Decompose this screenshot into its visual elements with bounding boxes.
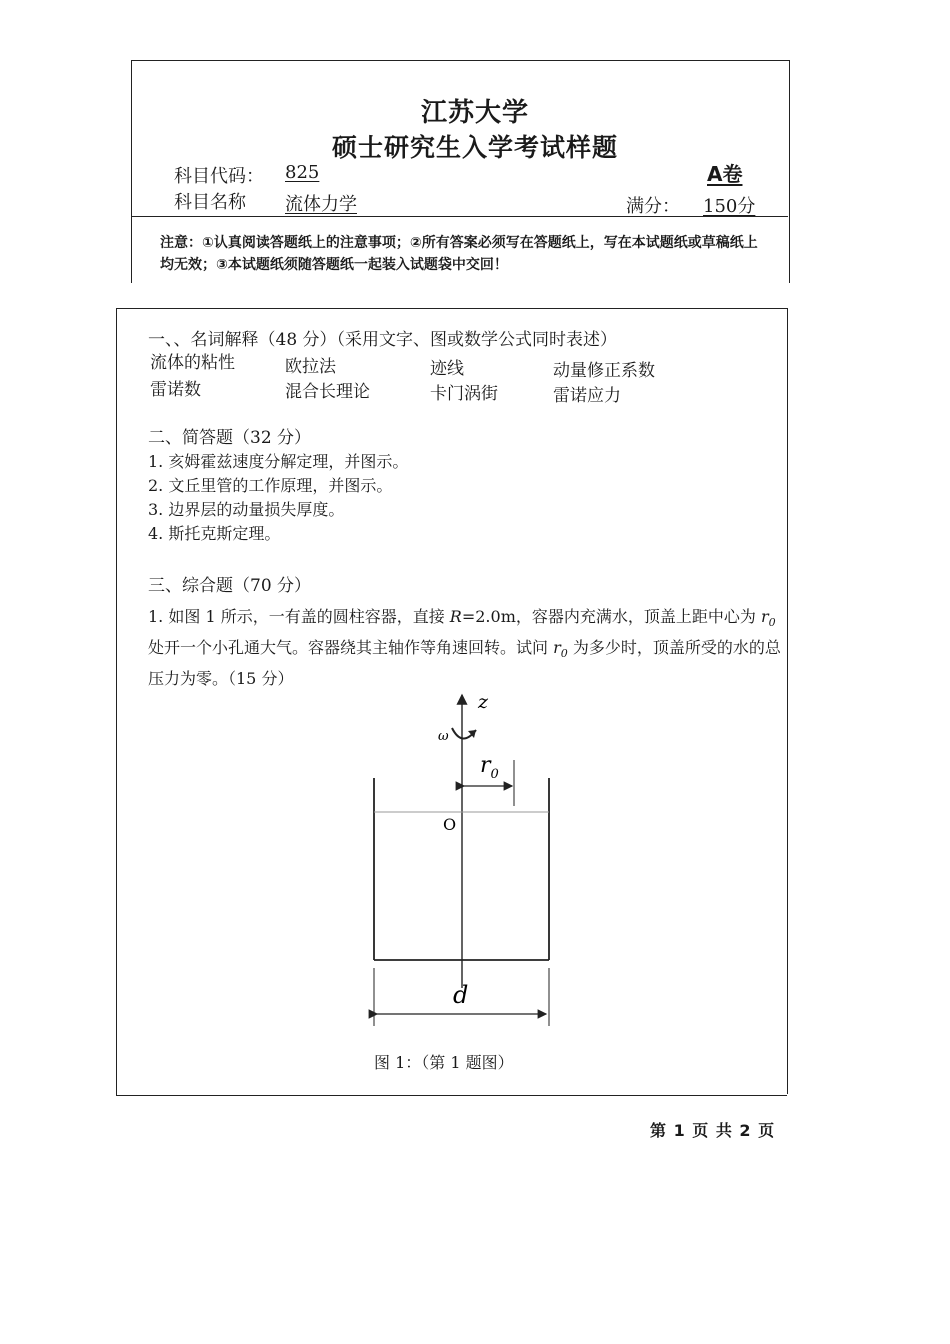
problem-1-R-symbol: R	[449, 607, 462, 626]
term-reynolds-stress: 雷诺应力	[553, 386, 621, 406]
omega-label: ω	[438, 729, 449, 744]
short-question-4: 4. 斯托克斯定理。	[148, 524, 281, 543]
subject-code: 825	[285, 162, 320, 183]
subject-name: 流体力学	[285, 194, 357, 215]
z-axis-label: z	[478, 691, 489, 713]
paper-label: A卷	[707, 162, 743, 186]
term-momentum-correction: 动量修正系数	[553, 361, 655, 381]
problem-1-part-4: 为多少时，顶盖所受的水的总压力为零。（15 分）	[148, 638, 781, 689]
term-viscosity: 流体的粘性	[150, 353, 235, 373]
term-euler-method: 欧拉法	[285, 357, 336, 377]
exam-title: 硕士研究生入学考试样题	[331, 133, 618, 162]
subject-name-label: 科目名称	[174, 192, 246, 213]
section-2-title: 二、简答题（32 分）	[148, 428, 312, 448]
problem-1-part-1: 1. 如图 1 所示，一有盖的圆柱容器，直接	[148, 607, 450, 626]
notice-text: 注意：①认真阅读答题纸上的注意事项；②所有答案必须写在答题纸上，写在本试题纸或草稿纸上均无效；③本试题纸须随答题纸一起装入试题袋中交回！	[160, 235, 758, 273]
short-question-1: 1. 亥姆霍兹速度分解定理，并图示。	[148, 452, 409, 471]
subject-code-label: 科目代码：	[174, 166, 264, 187]
term-pathline: 迹线	[430, 359, 464, 379]
problem-1-r0-symbol: $r_0$	[760, 607, 776, 630]
full-score: 150分	[703, 196, 756, 217]
short-question-3: 3. 边界层的动量损失厚度。	[148, 500, 345, 519]
term-mixing-length: 混合长理论	[285, 382, 370, 402]
problem-1-part-3: 处开一个小孔通大气。容器绕其主轴作等角速回转。试问	[148, 638, 554, 658]
d-label: d	[453, 981, 469, 1009]
term-reynolds-number: 雷诺数	[150, 380, 201, 400]
university-name: 江苏大学	[420, 98, 529, 128]
section-1-title: 一、、名词解释（48 分）（采用文字、图或数学公式同时表述）	[148, 330, 618, 350]
r0-label: $r_0$	[480, 753, 499, 782]
full-score-label: 满分：	[626, 196, 680, 217]
section-3-title: 三、综合题（70 分）	[148, 576, 312, 596]
figure-caption: 图 1：（第 1 题图）	[374, 1053, 514, 1072]
term-karman-vortex: 卡门涡街	[430, 384, 498, 404]
short-question-2: 2. 文丘里管的工作原理，并图示。	[148, 476, 393, 495]
origin-label: O	[443, 815, 457, 834]
page-number: 第 1 页 共 2 页	[650, 1121, 776, 1140]
problem-1-r0-symbol-2: $r_0$	[553, 638, 568, 661]
problem-1-part-2: =2.0m，容器内充满水，顶盖上距中心为	[461, 607, 761, 626]
